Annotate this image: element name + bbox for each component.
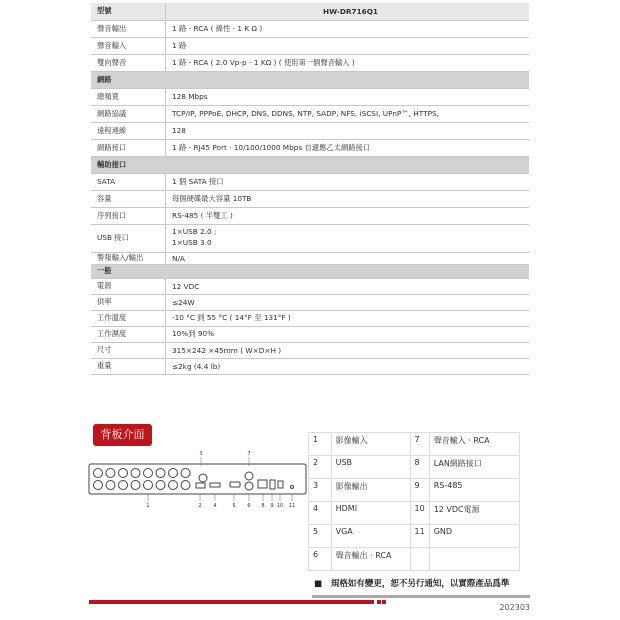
spec-value: 315×242 ×45mm ( W×D×H ) — [166, 342, 530, 358]
spec-key: 尺寸 — [91, 342, 166, 358]
legend-label: HDMI — [331, 502, 410, 525]
legend-row — [309, 502, 520, 525]
spec-key: 雙向聲音 — [91, 54, 166, 71]
callout-number: 5 — [232, 503, 236, 509]
callout-number: 8 — [261, 503, 265, 509]
spec-key: SATA — [91, 173, 166, 190]
spec-value: -10 °C 到 55 °C ( 14°F 至 131°F ) — [166, 310, 530, 326]
spec-value: 1 路 - RCA ( 2.0 Vp-p - 1 KΩ ) ( 使用第一個聲音輸入 ) — [166, 54, 530, 71]
legend-number: 4 — [309, 502, 332, 525]
spec-row — [91, 20, 529, 37]
spec-row — [91, 88, 529, 105]
spec-value: 12 VDC — [166, 278, 530, 294]
spec-key: 容量 — [91, 190, 166, 207]
spec-value: 10%到 90% — [166, 326, 530, 342]
spec-value: ≤24W — [166, 294, 530, 310]
legend-label: VGA — [331, 525, 410, 548]
disclaimer-note — [314, 577, 509, 589]
legend-row — [309, 433, 520, 456]
spec-section-row — [91, 264, 529, 278]
spec-value: 1×USB 2.0 ; 1×USB 3.0 — [166, 224, 530, 252]
spec-value: 1 個 SATA 接口 — [166, 173, 530, 190]
legend-label: 影像輸出 — [331, 479, 410, 502]
model-value: HW-DR716Q1 — [166, 3, 530, 20]
spec-section-row — [91, 71, 529, 88]
spec-value: N/A — [166, 252, 530, 264]
spec-key: 型號 — [91, 3, 166, 20]
legend-number — [410, 548, 429, 571]
footer-red-dash — [377, 600, 381, 604]
footer-red-bar — [89, 600, 374, 604]
spec-key: 聲音輸入 — [91, 37, 166, 54]
legend-number: 3 — [309, 479, 332, 502]
spec-value: ≤2kg (4.4 lb) — [166, 358, 530, 374]
legend-label: 聲音輸入 · RCA — [429, 433, 519, 456]
callout-number: 6 — [247, 503, 251, 509]
legend-label — [429, 548, 519, 571]
callout-number: 1 — [146, 503, 150, 509]
spec-value: 每個硬碟最大容量 10TB — [166, 190, 530, 207]
spec-value: 1 路 - RJ45 Port · 10/100/1000 Mbps 自適應乙太網路接口 — [166, 139, 530, 156]
spec-key: 供率 — [91, 294, 166, 310]
spec-value: TCP/IP, PPPoE, DHCP, DNS, DDNS, NTP, SADP, NFS, iSCSI, UPnP™, HTTPS, — [166, 105, 530, 122]
callout-number: 9 — [270, 503, 274, 509]
rear-panel-title: 背板介面 — [93, 424, 152, 446]
bullet-icon: ■ — [314, 579, 323, 589]
rear-panel-diagram — [88, 446, 308, 516]
spec-key: 工作溫度 — [91, 310, 166, 326]
spec-key: 序列接口 — [91, 207, 166, 224]
spec-key: 電源 — [91, 278, 166, 294]
spec-row — [91, 37, 529, 54]
legend-number: 10 — [410, 502, 429, 525]
spec-value: 128 Mbps — [166, 88, 530, 105]
legend-number: 6 — [309, 548, 332, 571]
spec-key: 遠程連線 — [91, 122, 166, 139]
legend-label: GND — [429, 525, 519, 548]
spec-row — [91, 173, 529, 190]
legend-number: 9 — [410, 479, 429, 502]
spec-row — [91, 207, 529, 224]
version-code: 202303 — [499, 603, 530, 612]
callout-number: 11 — [288, 503, 296, 509]
legend-label: 影像輸入 — [331, 433, 410, 456]
spec-section-row — [91, 156, 529, 173]
footer-gray-bar — [312, 595, 530, 598]
callout-number: 7 — [247, 451, 251, 457]
legend-number: 11 — [410, 525, 429, 548]
legend-number: 1 — [309, 433, 332, 456]
rear-panel-legend — [308, 432, 520, 571]
footer-red-dash — [382, 600, 386, 604]
legend-row — [309, 548, 520, 571]
spec-row — [91, 139, 529, 156]
spec-row — [91, 252, 529, 264]
spec-row — [91, 122, 529, 139]
spec-row — [91, 190, 529, 207]
spec-key: 工作濕度 — [91, 326, 166, 342]
spec-value: 128 — [166, 122, 530, 139]
spec-row — [91, 278, 529, 294]
spec-key: 總頻寬 — [91, 88, 166, 105]
callout-number: 10 — [276, 503, 284, 509]
spec-row — [91, 105, 529, 122]
spec-table — [91, 3, 529, 375]
legend-label: USB — [331, 456, 410, 479]
section-title: 網路 — [91, 71, 529, 88]
legend-row — [309, 479, 520, 502]
spec-header-row — [91, 3, 529, 20]
spec-row — [91, 224, 529, 252]
spec-key: 重量 — [91, 358, 166, 374]
disclaimer-text: 規格如有變更，恕不另行通知，以實際產品爲準 — [330, 579, 510, 589]
section-title: 輔助接口 — [91, 156, 529, 173]
spec-value: 1 路 - RCA ( 線性 · 1 K Ω ) — [166, 20, 530, 37]
callout-number: 4 — [213, 503, 217, 509]
legend-label: 聲音輸出 · RCA — [331, 548, 410, 571]
legend-row — [309, 525, 520, 548]
legend-label: RS-485 — [429, 479, 519, 502]
spec-row — [91, 310, 529, 326]
legend-number: 5 — [309, 525, 332, 548]
spec-key: 聲音輸出 — [91, 20, 166, 37]
legend-label: 12 VDC電源 — [429, 502, 519, 525]
section-title: 一般 — [91, 264, 529, 278]
spec-row — [91, 294, 529, 310]
spec-key: 警報輸入/輸出 — [91, 252, 166, 264]
legend-number: 2 — [309, 456, 332, 479]
spec-value: RS-485 ( 半雙工 ) — [166, 207, 530, 224]
spec-key: 網路接口 — [91, 139, 166, 156]
callout-number: 2 — [198, 503, 202, 509]
callout-number: 3 — [199, 451, 203, 457]
legend-number: 8 — [410, 456, 429, 479]
spec-row — [91, 54, 529, 71]
spec-row — [91, 358, 529, 374]
legend-row — [309, 456, 520, 479]
spec-row — [91, 342, 529, 358]
legend-number: 7 — [410, 433, 429, 456]
legend-label: LAN網路接口 — [429, 456, 519, 479]
spec-key: 網路協議 — [91, 105, 166, 122]
spec-key: USB 接口 — [91, 224, 166, 252]
spec-value: 1 路 — [166, 37, 530, 54]
spec-row — [91, 326, 529, 342]
